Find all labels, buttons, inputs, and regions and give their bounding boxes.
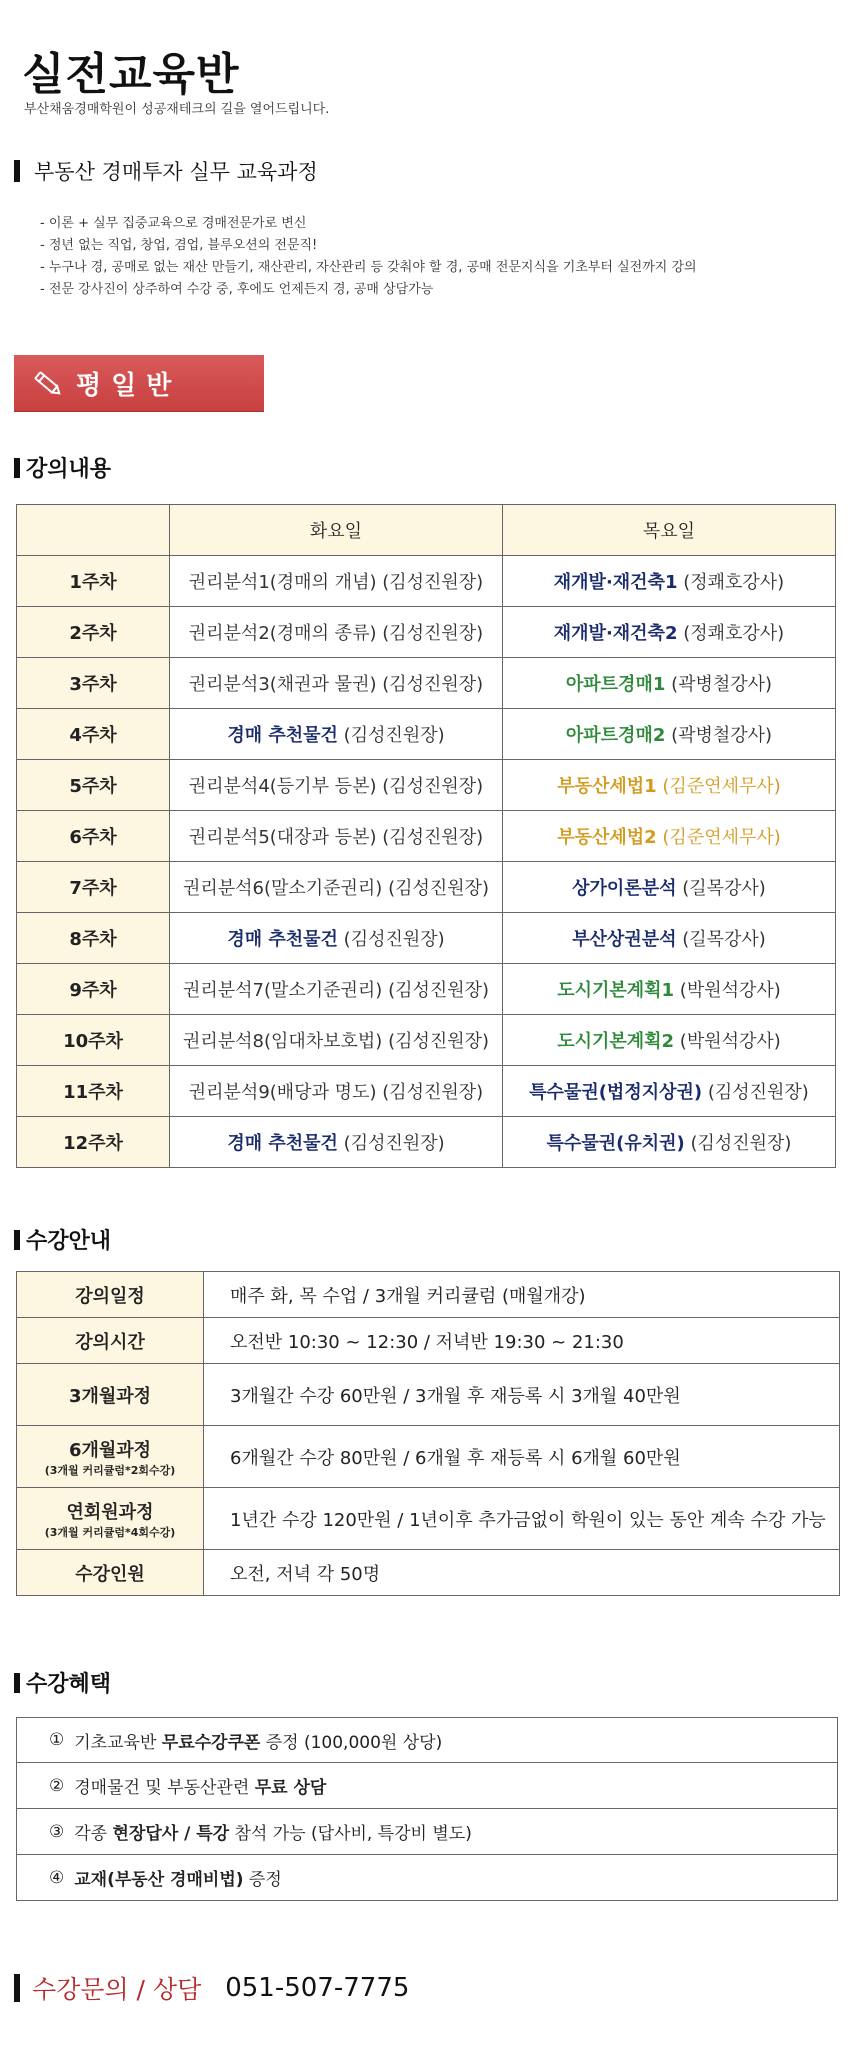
tuesday-topic: 권리분석5(대장과 등본) bbox=[188, 827, 377, 848]
thursday-instructor: (김성진원장) bbox=[690, 1133, 792, 1154]
benefit-highlight: 무료수강쿠폰 bbox=[161, 1732, 261, 1753]
info-label-cell bbox=[17, 1550, 204, 1596]
benefit-text: 증정 bbox=[243, 1870, 282, 1890]
thursday-topic: 도시기본계획2 bbox=[557, 1031, 675, 1052]
benefit-item bbox=[16, 1809, 838, 1855]
tuesday-instructor: (김성진원장) bbox=[382, 776, 484, 797]
benefit-text: 기초교육반 bbox=[74, 1732, 162, 1753]
info-label: 연회원과정 bbox=[66, 1501, 154, 1523]
tuesday-instructor: (김성진원장) bbox=[388, 878, 490, 899]
thursday-topic: 도시기본계획1 bbox=[557, 980, 675, 1001]
week-cell: 1주차 bbox=[17, 556, 170, 607]
info-label-sub: (3개월 커리큘럼*2회수강) bbox=[44, 1463, 176, 1477]
week-cell: 2주차 bbox=[17, 607, 170, 658]
table-row bbox=[17, 1117, 836, 1168]
table-row bbox=[17, 607, 836, 658]
table-row bbox=[17, 1015, 836, 1066]
week-cell: 5주차 bbox=[17, 760, 170, 811]
info-value: 매주 화, 목 수업 / 3개월 커리큘럼 (매월개강) bbox=[204, 1272, 840, 1318]
enroll-info-table bbox=[16, 1271, 840, 1596]
tuesday-instructor: (김성진원장) bbox=[343, 1133, 445, 1154]
week-cell: 12주차 bbox=[17, 1117, 170, 1168]
tuesday-topic: 권리분석8(임대차보호법) bbox=[182, 1031, 383, 1052]
tuesday-cell bbox=[170, 760, 503, 811]
pencil-icon bbox=[30, 368, 64, 398]
thursday-cell bbox=[503, 862, 836, 913]
thursday-topic: 부산상권분석 bbox=[572, 929, 677, 950]
table-row bbox=[17, 1550, 840, 1596]
benefit-text: 각종 bbox=[74, 1824, 113, 1844]
tuesday-cell bbox=[170, 607, 503, 658]
tuesday-instructor: (김성진원장) bbox=[388, 980, 490, 1001]
info-label: 강의시간 bbox=[75, 1331, 145, 1353]
benefit-item bbox=[16, 1855, 838, 1901]
table-header-row bbox=[17, 505, 836, 556]
thursday-cell bbox=[503, 964, 836, 1015]
thursday-cell bbox=[503, 913, 836, 964]
thursday-instructor: (곽병철강사) bbox=[671, 725, 773, 746]
header-cell-thursday: 목요일 bbox=[503, 505, 836, 556]
benefit-item bbox=[16, 1763, 838, 1809]
table-row bbox=[17, 862, 836, 913]
tuesday-cell bbox=[170, 709, 503, 760]
benefit-item bbox=[16, 1717, 838, 1763]
list-item: - 이론 + 실무 집중교육으로 경매전문가로 변신 bbox=[40, 216, 307, 231]
week-cell: 11주차 bbox=[17, 1066, 170, 1117]
thursday-cell bbox=[503, 556, 836, 607]
tuesday-cell bbox=[170, 658, 503, 709]
tuesday-cell bbox=[170, 964, 503, 1015]
table-row bbox=[17, 1318, 840, 1364]
table-row bbox=[17, 1066, 836, 1117]
contact-label: 수강문의 / 상담 bbox=[32, 1975, 202, 2004]
benefit-number: ① bbox=[49, 1730, 65, 1750]
info-value: 오전반 10:30 ~ 12:30 / 저녁반 19:30 ~ 21:30 bbox=[204, 1318, 840, 1364]
info-value: 3개월간 수강 60만원 / 3개월 후 재등록 시 3개월 40만원 bbox=[204, 1364, 840, 1426]
benefit-number: ③ bbox=[49, 1821, 65, 1842]
benefit-number: ② bbox=[49, 1775, 65, 1796]
list-item: - 전문 강사진이 상주하여 수강 중, 후에도 언제든지 경, 공매 상담가능 bbox=[40, 282, 434, 297]
tuesday-instructor: (김성진원장) bbox=[382, 572, 484, 593]
contact-phone[interactable]: 051-507-7775 bbox=[225, 1973, 410, 2003]
table-row bbox=[17, 658, 836, 709]
banner-label: 평일반 bbox=[76, 370, 182, 401]
tuesday-cell bbox=[170, 913, 503, 964]
thursday-cell bbox=[503, 1066, 836, 1117]
tuesday-topic: 경매 추천물건 bbox=[227, 725, 338, 746]
course-heading-text: 부동산 경매투자 실무 교육과정 bbox=[34, 160, 318, 184]
heading-bar bbox=[14, 1673, 20, 1693]
week-cell: 9주차 bbox=[17, 964, 170, 1015]
thursday-cell bbox=[503, 811, 836, 862]
tuesday-topic: 권리분석1(경매의 개념) bbox=[188, 572, 377, 593]
week-cell: 6주차 bbox=[17, 811, 170, 862]
info-label: 수강인원 bbox=[75, 1563, 145, 1585]
thursday-cell bbox=[503, 709, 836, 760]
tuesday-topic: 권리분석3(채권과 물권) bbox=[188, 674, 377, 695]
header-cell-blank bbox=[17, 505, 170, 556]
tuesday-topic: 권리분석6(말소기준권리) bbox=[182, 878, 383, 899]
week-cell: 3주차 bbox=[17, 658, 170, 709]
tuesday-instructor: (김성진원장) bbox=[343, 725, 445, 746]
info-label-cell bbox=[17, 1318, 204, 1364]
thursday-instructor: (김준연세무사) bbox=[662, 827, 781, 848]
info-value: 1년간 수강 120만원 / 1년이후 추가금없이 학원이 있는 동안 계속 수강 가능 bbox=[204, 1488, 840, 1550]
table-row bbox=[17, 556, 836, 607]
table-row bbox=[17, 1426, 840, 1488]
contact-line bbox=[14, 1970, 409, 2006]
course-bullets bbox=[40, 213, 697, 301]
tuesday-topic: 경매 추천물건 bbox=[227, 1133, 338, 1154]
info-label: 강의일정 bbox=[75, 1285, 145, 1307]
lecture-schedule-table bbox=[16, 504, 836, 1168]
thursday-instructor: (길목강사) bbox=[682, 878, 766, 899]
thursday-topic: 부동산세법2 bbox=[557, 827, 657, 848]
benefits-list bbox=[16, 1717, 838, 1901]
page-title: 실전교육반 bbox=[22, 49, 240, 100]
weekday-class-banner bbox=[14, 355, 264, 411]
table-row bbox=[17, 1488, 840, 1550]
tuesday-cell bbox=[170, 1015, 503, 1066]
info-label-cell bbox=[17, 1426, 204, 1488]
table-row bbox=[17, 811, 836, 862]
benefits-heading-text: 수강혜택 bbox=[26, 1672, 112, 1697]
thursday-instructor: (김준연세무사) bbox=[662, 776, 781, 797]
tuesday-topic: 권리분석2(경매의 종류) bbox=[188, 623, 377, 644]
heading-bar bbox=[14, 160, 20, 182]
tuesday-cell bbox=[170, 1117, 503, 1168]
heading-bar bbox=[14, 1974, 20, 2002]
table-row bbox=[17, 964, 836, 1015]
heading-bar bbox=[14, 1230, 20, 1250]
week-cell: 10주차 bbox=[17, 1015, 170, 1066]
table-row bbox=[17, 709, 836, 760]
thursday-instructor: (박원석강사) bbox=[679, 980, 781, 1001]
table-row bbox=[17, 760, 836, 811]
thursday-topic: 아파트경매2 bbox=[565, 725, 666, 746]
benefit-text: 참석 가능 (답사비, 특강비 별도) bbox=[229, 1824, 472, 1844]
thursday-cell bbox=[503, 1117, 836, 1168]
benefits-heading bbox=[14, 1667, 111, 1698]
enroll-heading bbox=[14, 1224, 111, 1255]
benefit-text: 증정 (100,000원 상당) bbox=[260, 1732, 443, 1753]
thursday-cell bbox=[503, 1015, 836, 1066]
week-cell: 7주차 bbox=[17, 862, 170, 913]
tuesday-instructor: (김성진원장) bbox=[382, 674, 484, 695]
info-label-cell bbox=[17, 1488, 204, 1550]
header-cell-tuesday: 화요일 bbox=[170, 505, 503, 556]
benefit-highlight: 무료 상담 bbox=[254, 1778, 327, 1798]
thursday-cell bbox=[503, 760, 836, 811]
tuesday-cell bbox=[170, 862, 503, 913]
tuesday-instructor: (김성진원장) bbox=[382, 827, 484, 848]
info-label-sub: (3개월 커리큘럼*4회수강) bbox=[44, 1525, 176, 1539]
thursday-instructor: (박원석강사) bbox=[679, 1031, 781, 1052]
tuesday-topic: 권리분석9(배당과 명도) bbox=[188, 1082, 377, 1103]
benefit-number: ④ bbox=[49, 1867, 65, 1888]
tuesday-instructor: (김성진원장) bbox=[388, 1031, 490, 1052]
thursday-cell bbox=[503, 607, 836, 658]
thursday-topic: 재개발·재건축2 bbox=[553, 623, 678, 644]
thursday-topic: 부동산세법1 bbox=[557, 776, 657, 797]
thursday-topic: 상가이론분석 bbox=[572, 878, 677, 899]
page-subtitle: 부산채움경매학원이 성공재테크의 길을 열어드립니다. bbox=[24, 102, 330, 117]
week-cell: 4주차 bbox=[17, 709, 170, 760]
thursday-instructor: (정쾌호강사) bbox=[683, 572, 785, 593]
tuesday-topic: 권리분석4(등기부 등본) bbox=[188, 776, 377, 797]
tuesday-cell bbox=[170, 1066, 503, 1117]
heading-bar bbox=[14, 458, 20, 478]
thursday-instructor: (길목강사) bbox=[682, 929, 766, 950]
week-cell: 8주차 bbox=[17, 913, 170, 964]
thursday-instructor: (정쾌호강사) bbox=[683, 623, 785, 644]
table-row bbox=[17, 913, 836, 964]
list-item: - 누구나 경, 공매로 없는 재산 만들기, 재산관리, 자산관리 등 갖춰야 할 경, 공매 전문지식을 기초부터 실전까지 강의 bbox=[40, 260, 697, 275]
thursday-instructor: (곽병철강사) bbox=[671, 674, 773, 695]
lecture-heading-text: 강의내용 bbox=[26, 457, 112, 482]
thursday-topic: 특수물권(유치권) bbox=[546, 1133, 685, 1154]
info-label-cell bbox=[17, 1364, 204, 1426]
thursday-topic: 아파트경매1 bbox=[565, 674, 666, 695]
thursday-topic: 특수물권(법정지상권) bbox=[529, 1082, 703, 1103]
tuesday-cell bbox=[170, 811, 503, 862]
benefit-text: 경매물건 및 부동산관련 bbox=[74, 1778, 255, 1798]
benefit-highlight: 현장답사 / 특강 bbox=[112, 1824, 230, 1844]
info-value: 6개월간 수강 80만원 / 6개월 후 재등록 시 6개월 60만원 bbox=[204, 1426, 840, 1488]
thursday-topic: 재개발·재건축1 bbox=[553, 572, 678, 593]
list-item: - 정년 없는 직업, 창업, 겸업, 블루오션의 전문직! bbox=[40, 238, 318, 253]
info-label: 3개월과정 bbox=[68, 1385, 152, 1407]
tuesday-instructor: (김성진원장) bbox=[343, 929, 445, 950]
enroll-heading-text: 수강안내 bbox=[26, 1229, 112, 1254]
tuesday-topic: 경매 추천물건 bbox=[227, 929, 338, 950]
info-label-cell bbox=[17, 1272, 204, 1318]
info-value: 오전, 저녁 각 50명 bbox=[204, 1550, 840, 1596]
tuesday-instructor: (김성진원장) bbox=[382, 1082, 484, 1103]
table-row bbox=[17, 1272, 840, 1318]
benefit-highlight: 교재(부동산 경매비법) bbox=[74, 1870, 244, 1890]
thursday-cell bbox=[503, 658, 836, 709]
tuesday-cell bbox=[170, 556, 503, 607]
course-heading bbox=[14, 156, 318, 186]
table-row bbox=[17, 1364, 840, 1426]
tuesday-topic: 권리분석7(말소기준권리) bbox=[182, 980, 383, 1001]
info-label: 6개월과정 bbox=[68, 1439, 152, 1461]
tuesday-instructor: (김성진원장) bbox=[382, 623, 484, 644]
lecture-heading bbox=[14, 452, 111, 483]
thursday-instructor: (김성진원장) bbox=[707, 1082, 809, 1103]
